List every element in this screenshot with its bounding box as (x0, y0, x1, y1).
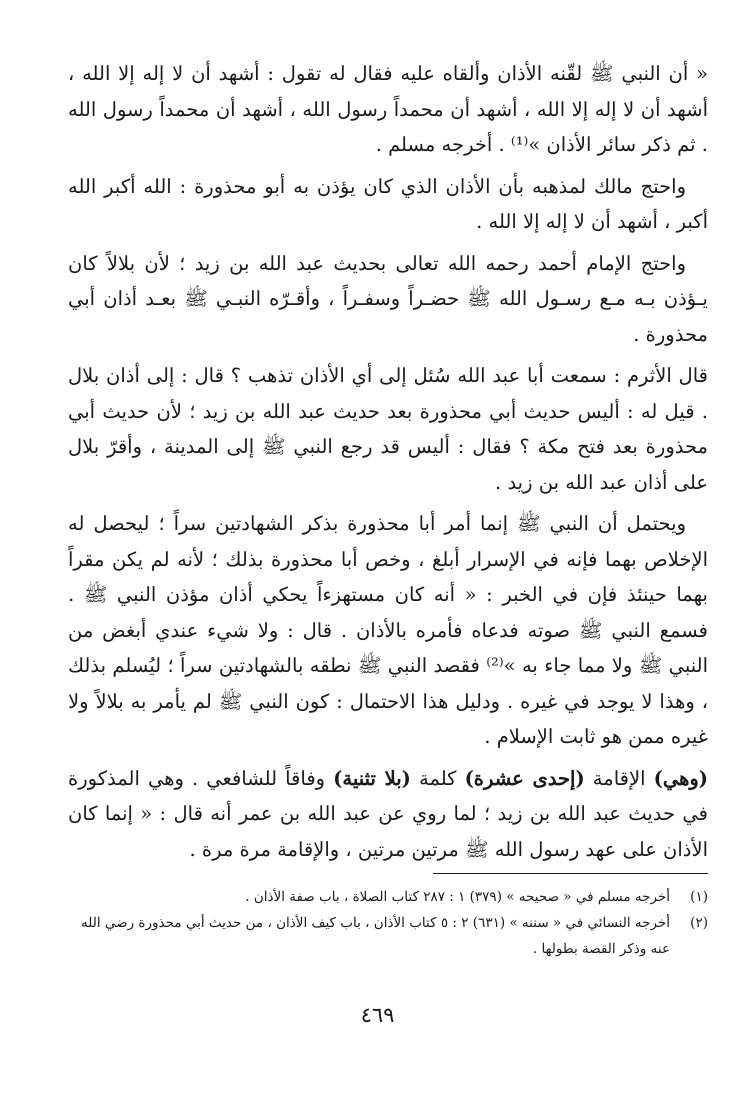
text-segment: وفاقاً للشافعي . وهي المذكورة في حديث عبد الله بن زيد ؛ لما روي عن عبد الله بن عمر أنه قال : « إنما كان الأذان على عهد رسول الله ﷺ مرتين مرتين ، والإقامة مرة مرة . (68, 766, 708, 861)
footnote-2 (68, 910, 708, 962)
paragraph-3: واحتج الإمام أحمد رحمه الله تعالى بحديث عبد الله بن زيد ؛ لأن بلالاً كان يـؤذن بـه مـع رسـول الله ﷺ حضـراً وسفـراً ، وأقـرّه النبـي ﷺ بعـد أذان أبي محذورة . (68, 251, 708, 346)
paragraph-1: « أن النبي ﷺ لقّنه الأذان وألقاه عليه فقال له تقول : أشهد أن لا إله إلا الله ، أشهد أن لا إله إلا الله ، أشهد أن محمداً رسول الله ، أشهد أن محمداً رسول الله . ثم ذكر سائر الأذان »⁽¹⁾ . أخرجه مسلم . (68, 62, 708, 156)
footnote-text: أخرجه مسلم في « صحيحه » (٣٧٩) ١ : ٢٨٧ كتاب الصلاة ، باب صفة الأذان . (245, 889, 670, 905)
term-wahiya: (وهي) (653, 766, 709, 790)
footnote-number: (٢) (690, 915, 708, 931)
footnote-number: (١) (690, 889, 708, 905)
page-number: ٤٦٩ (360, 1003, 395, 1027)
footnote-1 (68, 884, 708, 910)
term-bila-tathniya: (بلا تثنية) (333, 766, 411, 790)
text-segment: كلمة (410, 766, 465, 790)
paragraph-5: ويحتمل أن النبي ﷺ إنما أمر أبا محذورة بذكر الشهادتين سراً ؛ ليحصل له الإخلاص بهما فإنه في الإسرار أبلغ ، وخص أبا محذورة بذلك ؛ لأنه لم يكن مقراً بهما حينئذ فإن في الخبر : « أنه كان مستهزءاً يحكي أذان مؤذن النبي ﷺ . فسمع النبي ﷺ صوته فدعاه فأمره بالأذان . قال : ولا شيء عندي أبغض من النبي ﷺ ولا مما جاء به »⁽²⁾ فقصد النبي ﷺ نطقه بالشهادتين سراً ؛ ليُسلم بذلك ، وهذا لا يوجد في غيره . ودليل هذا الاحتمال : كون النبي ﷺ لم يأمر به بلالاً ولا غيره ممن هو ثابت الإسلام . (68, 512, 709, 748)
text-segment: الإقامة (584, 766, 654, 790)
paragraph-2: واحتج مالك لمذهبه بأن الأذان الذي كان يؤذن به أبو محذورة : الله أكبر الله أكبر ، أشهد أن لا إله إلا الله . (68, 174, 708, 233)
paragraph-6 (68, 761, 708, 868)
main-text (68, 56, 708, 873)
footnote-text: أخرجه النسائي في « سننه » (٦٣١) ٢ : ٥ كتاب الأذان ، باب كيف الأذان ، من حديث أبي محذورة رضي الله عنه وذكر القصة بطولها . (81, 915, 670, 957)
term-ihda-ashra: (إحدى عشرة) (464, 766, 585, 790)
footnote-divider (433, 873, 708, 874)
footnotes (68, 884, 708, 962)
paragraph-4: قال الأثرم : سمعت أبا عبد الله سُئل إلى أي الأذان تذهب ؟ قال : إلى أذان بلال . قيل له : أليس حديث أبي محذورة بعد حديث عبد الله بن زيد ؛ لأن حديث أبي محذورة بعد فتح مكة ؟ فقال : أليس قد رجع النبي ﷺ إلى المدينة ، وأقرّ بلال على أذان عبد الله بن زيد . (68, 364, 708, 494)
